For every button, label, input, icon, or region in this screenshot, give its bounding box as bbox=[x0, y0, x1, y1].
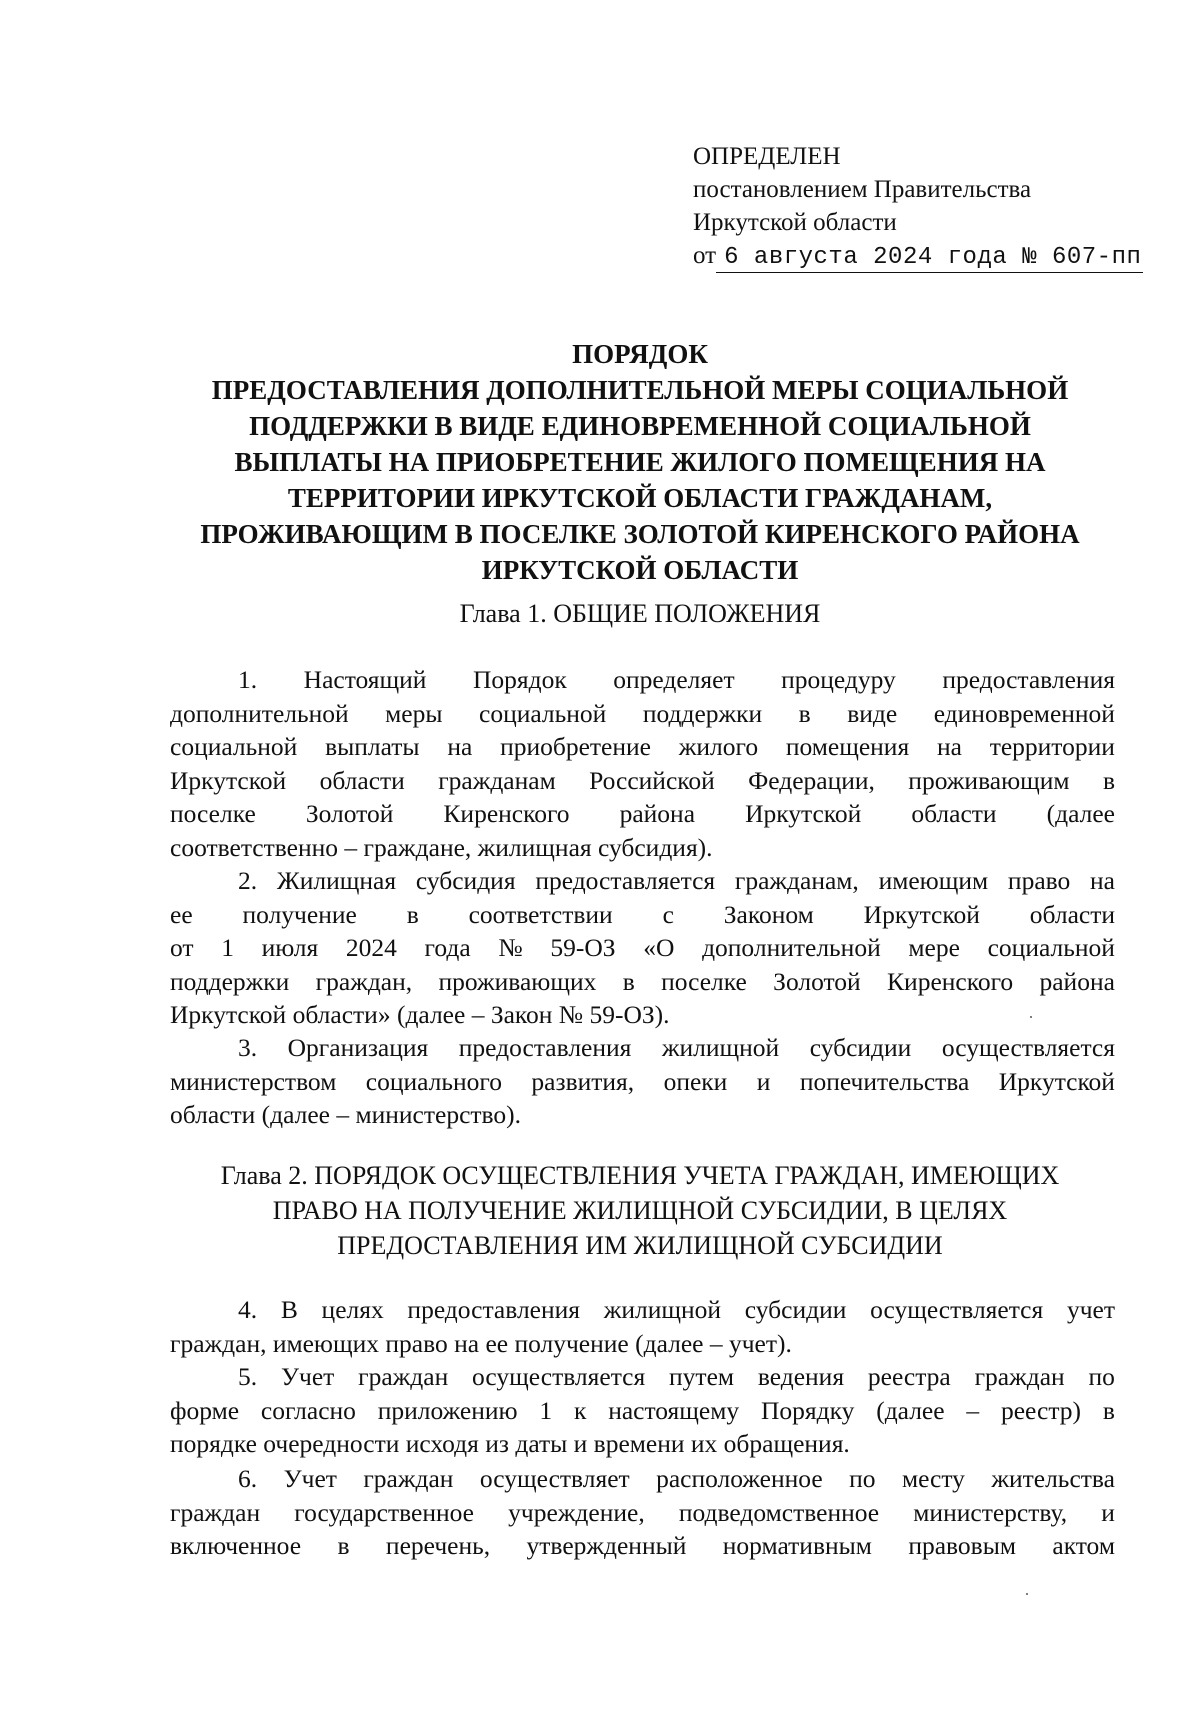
word: 6. bbox=[238, 1464, 258, 1493]
scan-speck bbox=[1026, 1593, 1028, 1595]
word: 1. bbox=[238, 665, 258, 694]
paragraph-line bbox=[170, 898, 1115, 932]
word: согласно bbox=[260, 1395, 356, 1425]
word: меры bbox=[385, 698, 443, 728]
word: опеки bbox=[663, 1066, 728, 1096]
word: Иркутской bbox=[863, 899, 980, 929]
word: определяет bbox=[613, 665, 735, 694]
word: гражданам, bbox=[734, 866, 859, 895]
word: реестра bbox=[867, 1362, 951, 1391]
word: в bbox=[1102, 765, 1115, 795]
word: района bbox=[619, 799, 696, 828]
word: области bbox=[1029, 899, 1115, 929]
word: района bbox=[1039, 966, 1115, 996]
word: Организация bbox=[287, 1033, 429, 1062]
word: правовым bbox=[908, 1531, 1016, 1560]
chapter-heading-line: Глава 1. ОБЩИЕ ПОЛОЖЕНИЯ bbox=[459, 599, 821, 628]
word: 4. bbox=[238, 1295, 258, 1324]
paragraph-line bbox=[170, 965, 1115, 999]
word: № bbox=[498, 933, 523, 962]
paragraph-2 bbox=[170, 864, 1115, 1032]
word: дополнительной bbox=[702, 933, 881, 962]
word: Федерации, bbox=[748, 765, 875, 795]
word: поселке bbox=[661, 966, 747, 996]
word: проживающим bbox=[908, 765, 1070, 795]
word: реестр) bbox=[1000, 1395, 1082, 1425]
word: предоставления bbox=[942, 665, 1115, 694]
word: 2. bbox=[238, 866, 258, 895]
chapter-1-heading bbox=[120, 596, 1160, 631]
word: ведения bbox=[757, 1362, 845, 1391]
word: 1 bbox=[539, 1395, 553, 1425]
word: – bbox=[966, 1395, 980, 1425]
word: предоставления bbox=[407, 1295, 581, 1324]
word: на bbox=[447, 732, 473, 761]
chapter-2-heading bbox=[120, 1158, 1160, 1263]
word: граждан, bbox=[315, 966, 413, 996]
word: граждан bbox=[170, 1497, 261, 1527]
scan-speck bbox=[1030, 1016, 1032, 1018]
paragraph-line bbox=[170, 931, 1115, 965]
word: месту bbox=[901, 1464, 965, 1493]
word: субсидии bbox=[744, 1295, 847, 1324]
paragraph-line: соответственно – граждане, жилищная субсидия). bbox=[170, 832, 713, 862]
word: и bbox=[756, 1066, 771, 1096]
word: области bbox=[319, 765, 405, 795]
paragraph-line: области (далее – министерство). bbox=[170, 1100, 522, 1129]
paragraph-3 bbox=[170, 1031, 1115, 1132]
paragraph-line: порядке очередности исходя из даты и времени их обращения. bbox=[170, 1429, 850, 1458]
word: 5. bbox=[238, 1362, 258, 1391]
word: расположенное bbox=[656, 1464, 823, 1493]
word: в bbox=[337, 1531, 350, 1560]
title-line: ПОРЯДОК bbox=[572, 339, 708, 369]
word: граждан bbox=[974, 1362, 1065, 1391]
word: «О bbox=[643, 933, 675, 962]
word: целях bbox=[321, 1295, 384, 1324]
word: граждан bbox=[363, 1464, 454, 1493]
word: Российской bbox=[589, 765, 715, 795]
approval-date-prefix: от bbox=[693, 242, 717, 269]
word: виде bbox=[847, 698, 898, 728]
word: области bbox=[911, 799, 997, 828]
word: приложению bbox=[377, 1395, 518, 1425]
word: ее bbox=[170, 899, 193, 929]
word: 2024 bbox=[345, 933, 397, 962]
title-line: ТЕРРИТОРИИ ИРКУТСКОЙ ОБЛАСТИ ГРАЖДАНАМ, bbox=[287, 483, 993, 513]
word: жилого bbox=[678, 732, 759, 761]
word: июля bbox=[261, 933, 319, 962]
word: предоставляется bbox=[535, 866, 716, 895]
paragraph-line bbox=[170, 1462, 1115, 1496]
title-line: ПРОЖИВАЮЩИМ В ПОСЕЛКЕ ЗОЛОТОЙ КИРЕНСКОГО РАЙОНА bbox=[200, 519, 1080, 549]
paragraph-line bbox=[170, 730, 1115, 764]
word: выплаты bbox=[325, 732, 420, 761]
word: социального bbox=[365, 1066, 502, 1096]
word: Киренского bbox=[887, 966, 1014, 996]
word: субсидия bbox=[415, 866, 516, 895]
paragraph-line bbox=[170, 1031, 1115, 1065]
word: к bbox=[573, 1395, 587, 1425]
word: Жилищная bbox=[276, 866, 397, 895]
word: гражданам bbox=[438, 765, 556, 795]
word: утвержденный bbox=[526, 1531, 687, 1560]
title-line: ВЫПЛАТЫ НА ПРИОБРЕТЕНИЕ ЖИЛОГО ПОМЕЩЕНИЯ НА bbox=[234, 447, 1046, 477]
word: в bbox=[622, 966, 635, 996]
word: социальной bbox=[987, 933, 1115, 962]
word: министерству, bbox=[913, 1497, 1068, 1527]
word: нормативным bbox=[722, 1531, 872, 1560]
paragraph-line bbox=[170, 1394, 1115, 1428]
word: настоящему bbox=[608, 1395, 740, 1425]
word: получение bbox=[242, 899, 357, 929]
word: приобретение bbox=[500, 732, 651, 761]
word: государственное bbox=[294, 1497, 474, 1527]
word: развития, bbox=[531, 1066, 635, 1096]
word: по bbox=[849, 1464, 876, 1493]
word: по bbox=[1088, 1362, 1115, 1391]
paragraph-1 bbox=[170, 663, 1115, 864]
word: Настоящий bbox=[303, 665, 427, 694]
word: Учет bbox=[280, 1362, 335, 1391]
word: учет bbox=[1066, 1295, 1115, 1324]
word: Золотой bbox=[773, 966, 861, 996]
paragraph-line bbox=[170, 797, 1115, 831]
word: Порядку bbox=[760, 1395, 855, 1425]
word: учреждение, bbox=[508, 1497, 645, 1527]
word: Золотой bbox=[305, 799, 394, 828]
paragraph-line bbox=[170, 1293, 1115, 1327]
approval-authority: постановлением Правительства bbox=[693, 176, 1032, 203]
word: на bbox=[936, 732, 962, 761]
paragraph-line bbox=[170, 663, 1115, 697]
approval-date-line bbox=[693, 239, 1143, 273]
approval-region: Иркутской области bbox=[693, 209, 897, 236]
paragraph-line bbox=[170, 864, 1115, 898]
word: попечительства bbox=[799, 1066, 970, 1096]
paragraph-6 bbox=[170, 1462, 1115, 1563]
chapter-heading-line: Глава 2. ПОРЯДОК ОСУЩЕСТВЛЕНИЯ УЧЕТА ГРАЖДАН, ИМЕЮЩИХ bbox=[220, 1161, 1060, 1190]
word: и bbox=[1101, 1497, 1115, 1527]
word: единовременной bbox=[933, 698, 1115, 728]
word: Иркутской bbox=[170, 765, 287, 795]
chapter-heading-line: ПРЕДОСТАВЛЕНИЯ ИМ ЖИЛИЩНОЙ СУБСИДИИ bbox=[337, 1231, 943, 1260]
chapter-heading-line: ПРАВО НА ПОЛУЧЕНИЕ ЖИЛИЩНОЙ СУБСИДИИ, В ЦЕЛЯХ bbox=[272, 1196, 1008, 1225]
word: социальной bbox=[479, 698, 607, 728]
word: с bbox=[662, 899, 674, 929]
word: поселке bbox=[170, 799, 256, 828]
word: (далее bbox=[1046, 799, 1115, 828]
word: 1 bbox=[221, 933, 234, 962]
title-line: ИРКУТСКОЙ ОБЛАСТИ bbox=[481, 555, 799, 585]
word: граждан bbox=[358, 1362, 449, 1391]
word: в bbox=[406, 899, 419, 929]
paragraph-line: Иркутской области» (далее – Закон № 59-ОЗ). bbox=[170, 1000, 670, 1029]
word: имеющим bbox=[878, 866, 989, 895]
word: поддержки bbox=[642, 698, 763, 728]
word: от bbox=[170, 933, 194, 962]
paragraph-5 bbox=[170, 1360, 1115, 1461]
paragraph-line: граждан, имеющих право на ее получение (далее – учет). bbox=[170, 1328, 792, 1358]
word: жилищной bbox=[603, 1295, 722, 1324]
word: В bbox=[280, 1295, 298, 1324]
word: поддержки bbox=[170, 966, 290, 996]
paragraph-line bbox=[170, 1496, 1115, 1530]
word: министерством bbox=[170, 1066, 337, 1096]
word: мере bbox=[908, 933, 960, 962]
word: субсидии bbox=[809, 1033, 912, 1062]
word: в bbox=[798, 698, 811, 728]
word: осуществляется bbox=[941, 1033, 1115, 1062]
word: территории bbox=[989, 732, 1115, 761]
word: право bbox=[1007, 866, 1071, 895]
paragraph-line bbox=[170, 1360, 1115, 1394]
word: Киренского bbox=[443, 799, 570, 828]
paragraph-line bbox=[170, 697, 1115, 731]
word: путем bbox=[669, 1362, 735, 1391]
document-title bbox=[120, 336, 1160, 588]
approval-date-number: 6 августа 2024 года № 607-пп bbox=[716, 244, 1143, 273]
word: предоставления bbox=[458, 1033, 632, 1062]
word: перечень, bbox=[385, 1531, 491, 1560]
word: Порядок bbox=[472, 665, 567, 694]
word: Законом bbox=[723, 899, 814, 929]
word: года bbox=[424, 933, 471, 962]
word: на bbox=[1090, 866, 1115, 895]
word: социальной bbox=[170, 732, 298, 761]
word: 59-ОЗ bbox=[550, 933, 616, 962]
word: дополнительной bbox=[170, 698, 349, 728]
title-line: ПОДДЕРЖКИ В ВИДЕ ЕДИНОВРЕМЕННОЙ СОЦИАЛЬНОЙ bbox=[249, 411, 1031, 441]
word: Иркутской bbox=[745, 799, 862, 828]
paragraph-4 bbox=[170, 1293, 1115, 1360]
word: подведомственное bbox=[678, 1497, 880, 1527]
title-line: ПРЕДОСТАВЛЕНИЯ ДОПОЛНИТЕЛЬНОЙ МЕРЫ СОЦИАЛЬНОЙ bbox=[211, 375, 1069, 405]
word: проживающих bbox=[438, 966, 597, 996]
word: включенное bbox=[170, 1531, 302, 1560]
word: осуществляет bbox=[479, 1464, 630, 1493]
word: Иркутской bbox=[998, 1066, 1115, 1096]
approval-block bbox=[693, 140, 1143, 273]
word: актом bbox=[1052, 1531, 1115, 1560]
word: Учет bbox=[283, 1464, 337, 1493]
word: форме bbox=[170, 1395, 240, 1425]
word: помещения bbox=[785, 732, 910, 761]
word: (далее bbox=[876, 1395, 945, 1425]
paragraph-line bbox=[170, 1529, 1115, 1563]
word: процедуру bbox=[781, 665, 896, 694]
word: 3. bbox=[238, 1033, 258, 1062]
word: жительства bbox=[991, 1464, 1115, 1493]
paragraph-line bbox=[170, 1065, 1115, 1099]
word: в bbox=[1102, 1395, 1115, 1425]
paragraph-line bbox=[170, 764, 1115, 798]
word: осуществляется bbox=[472, 1362, 646, 1391]
word: жилищной bbox=[661, 1033, 780, 1062]
word: соответствии bbox=[468, 899, 613, 929]
word: осуществляется bbox=[870, 1295, 1044, 1324]
approval-status: ОПРЕДЕЛЕН bbox=[693, 143, 841, 170]
